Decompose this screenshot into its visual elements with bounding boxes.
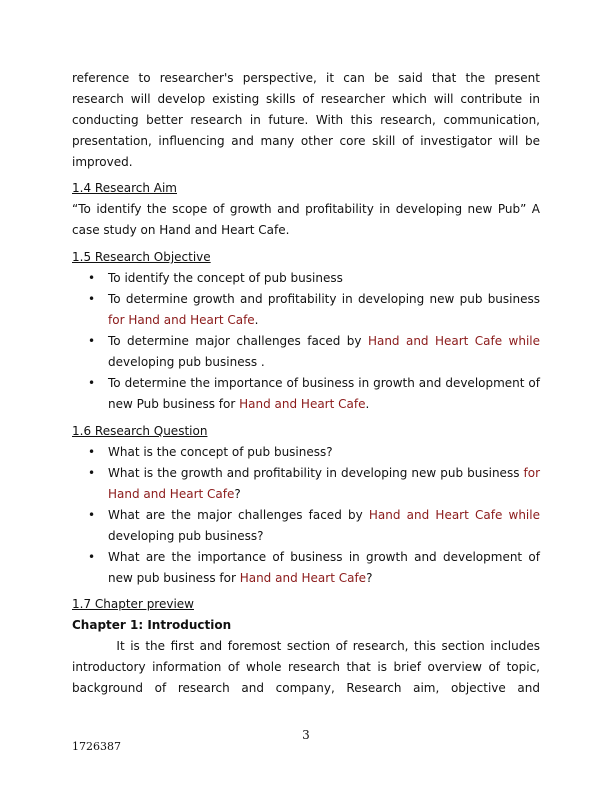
chapter-title: Chapter 1: Introduction xyxy=(72,618,232,632)
research-objective-heading: 1.5 Research Objective xyxy=(72,250,211,264)
chapter-preview-heading: 1.7 Chapter preview xyxy=(72,597,194,611)
list-item: • To identify the concept of pub business xyxy=(72,268,540,289)
list-item: • To determine major challenges faced by Hand and Heart Cafe while developing pub business . xyxy=(72,331,540,373)
page-number: 3 xyxy=(302,728,310,742)
list-item: • What are the importance of business in growth and development of new pub business for Hand and Heart Cafe? xyxy=(72,547,540,589)
research-question-heading: 1.6 Research Question xyxy=(72,424,208,438)
list-item: • To determine growth and profitability in developing new pub business for Hand and Heart Cafe. xyxy=(72,289,540,331)
text-line: improved. xyxy=(72,155,133,169)
objective-list xyxy=(72,268,540,415)
list-item: • What is the growth and profitability in developing new pub business for Hand and Heart Cafe? xyxy=(72,463,540,505)
question-list xyxy=(72,442,540,589)
list-item: • To determine the importance of business in growth and development of new Pub business for Hand and Heart Cafe. xyxy=(72,373,540,415)
list-item: • What is the concept of pub business? xyxy=(72,442,540,463)
text-line: “To identify the scope of growth and profitability in developing new Pub” A xyxy=(72,202,540,216)
research-aim-text xyxy=(72,199,540,241)
text-line: conducting better research in future. With this research, communication, xyxy=(72,113,540,127)
list-item: • What are the major challenges faced by Hand and Heart Cafe while developing pub business? xyxy=(72,505,540,547)
text-line: presentation, influencing and many other core skill of investigator will be xyxy=(72,134,540,148)
chapter-paragraph xyxy=(72,636,540,699)
text-line: background of research and company, Research aim, objective and xyxy=(72,681,540,695)
text-line: reference to researcher's perspective, it can be said that the present xyxy=(72,71,540,85)
intro-paragraph xyxy=(72,68,540,173)
text-line: introductory information of whole research that is brief overview of topic, xyxy=(72,660,540,674)
document-id: 1726387 xyxy=(72,740,121,753)
text-line: It is the first and foremost section of research, this section includes xyxy=(72,639,540,653)
research-aim-heading: 1.4 Research Aim xyxy=(72,181,177,195)
document-body xyxy=(72,68,540,699)
text-line: case study on Hand and Heart Cafe. xyxy=(72,223,290,237)
text-line: research will develop existing skills of researcher which will contribute in xyxy=(72,92,540,106)
